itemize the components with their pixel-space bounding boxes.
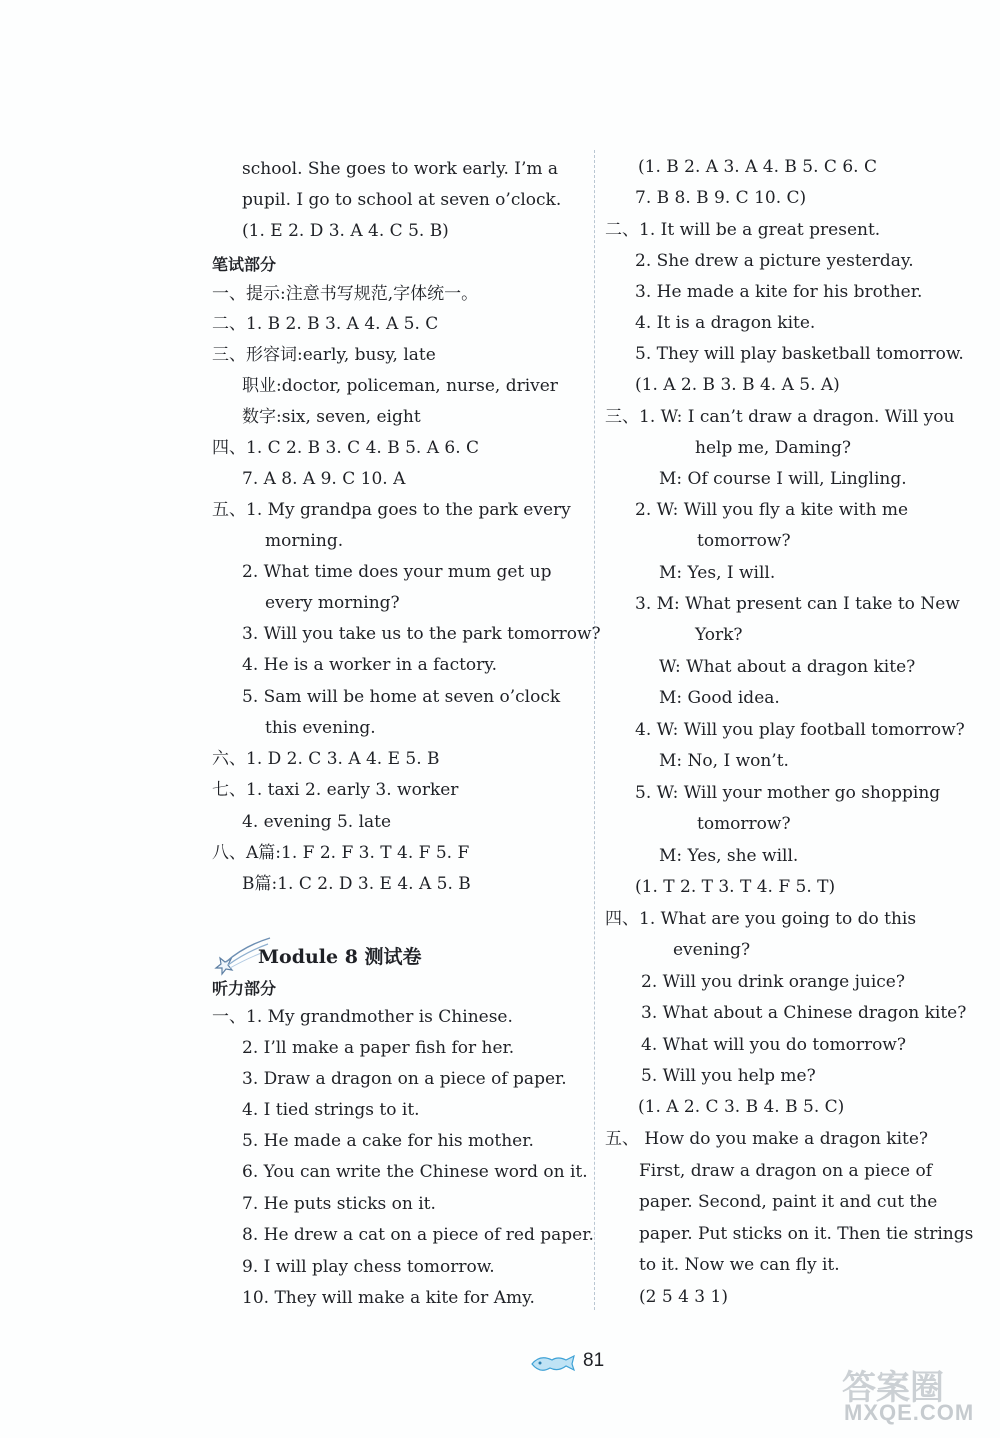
text-line: 3. He made a kite for his brother.	[635, 282, 923, 302]
text-line: 5. They will play basketball tomorrow.	[635, 344, 964, 364]
text-line: pupil. I go to school at seven o’clock.	[242, 190, 562, 210]
dialogue-line: M: Of course I will, Lingling.	[659, 469, 907, 489]
answer-line: 二、1. B 2. B 3. A 4. A 5. C	[212, 314, 439, 334]
answer-line: 7. B 8. B 9. C 10. C)	[635, 188, 807, 208]
dialogue-line: York?	[695, 625, 743, 645]
text-line: to it. Now we can fly it.	[639, 1255, 840, 1275]
text-line: 4. He is a worker in a factory.	[242, 655, 498, 675]
column-divider	[594, 150, 595, 1310]
text-line: 2. I’ll make a paper fish for her.	[242, 1038, 515, 1058]
answer-line: 四、1. C 2. B 3. C 4. B 5. A 6. C	[212, 438, 480, 458]
answer-line: (2 5 4 3 1)	[639, 1287, 728, 1307]
text-line: every morning?	[265, 593, 400, 613]
text-line: 5. Sam will be home at seven o’clock	[242, 687, 561, 707]
text-line: morning.	[265, 531, 344, 551]
dialogue-line: W: What about a dragon kite?	[659, 657, 916, 677]
answer-line: 七、1. taxi 2. early 3. worker	[212, 780, 459, 800]
answer-line: 八、A篇:1. F 2. F 3. T 4. F 5. F	[212, 843, 470, 863]
text-line: 二、1. It will be a great present.	[605, 220, 881, 240]
fish-decoration-icon	[528, 1350, 578, 1374]
dialogue-line: tomorrow?	[697, 814, 791, 834]
dialogue-line: help me, Daming?	[695, 438, 851, 458]
text-line: 职业:doctor, policeman, nurse, driver	[242, 376, 558, 396]
answer-line: B篇:1. C 2. D 3. E 4. A 5. B	[242, 874, 471, 894]
answer-line: 7. A 8. A 9. C 10. A	[242, 469, 406, 489]
text-line: 3. Will you take us to the park tomorrow?	[242, 624, 601, 644]
dialogue-line: M: No, I won’t.	[659, 751, 789, 771]
dialogue-line: 4. W: Will you play football tomorrow?	[635, 720, 965, 740]
text-line: 三、形容词:early, busy, late	[212, 345, 436, 365]
text-line: paper. Second, paint it and cut the	[639, 1192, 938, 1212]
text-line: 7. He puts sticks on it.	[242, 1194, 436, 1214]
text-line: 2. What time does your mum get up	[242, 562, 552, 582]
text-line: 4. It is a dragon kite.	[635, 313, 816, 333]
text-line: 四、1. What are you going to do this	[605, 909, 917, 929]
dialogue-line: 3. M: What present can I take to New	[635, 594, 960, 614]
dialogue-line: 2. W: Will you fly a kite with me	[635, 500, 909, 520]
text-line: 3. Draw a dragon on a piece of paper.	[242, 1069, 567, 1089]
answer-line: 六、1. D 2. C 3. A 4. E 5. B	[212, 749, 440, 769]
watermark-logo	[840, 1360, 1000, 1438]
text-line: 10. They will make a kite for Amy.	[242, 1288, 535, 1308]
answer-line: (1. E 2. D 3. A 4. C 5. B)	[242, 221, 449, 241]
text-line: 9. I will play chess tomorrow.	[242, 1257, 495, 1277]
section-heading: 听力部分	[212, 979, 277, 998]
dialogue-line: M: Good idea.	[659, 688, 780, 708]
text-line: paper. Put sticks on it. Then tie strings	[639, 1224, 974, 1244]
text-line: evening?	[673, 940, 751, 960]
text-line: 五、1. My grandpa goes to the park every	[212, 500, 571, 520]
text-line: 一、1. My grandmother is Chinese.	[212, 1007, 513, 1027]
text-line: 6. You can write the Chinese word on it.	[242, 1162, 588, 1182]
text-line: 五、 How do you make a dragon kite?	[605, 1129, 929, 1149]
text-line: 4. What will you do tomorrow?	[641, 1035, 906, 1055]
watermark-text: 答案圈	[842, 1368, 944, 1408]
dialogue-line: M: Yes, she will.	[659, 846, 799, 866]
text-line: 2. Will you drink orange juice?	[641, 972, 905, 992]
text-line: 4. I tied strings to it.	[242, 1100, 420, 1120]
answer-line: (1. A 2. B 3. B 4. A 5. A)	[635, 375, 840, 395]
dialogue-line: tomorrow?	[697, 531, 791, 551]
page-number: 81	[583, 1350, 605, 1371]
page-footer	[528, 1346, 618, 1378]
module-title: Module 8 测试卷	[258, 946, 422, 968]
text-line: 数字:six, seven, eight	[242, 407, 421, 427]
answer-line: (1. B 2. A 3. A 4. B 5. C 6. C	[638, 157, 877, 177]
dialogue-line: M: Yes, I will.	[659, 563, 776, 583]
text-line: First, draw a dragon on a piece of	[639, 1161, 932, 1181]
text-line: this evening.	[265, 718, 376, 738]
dialogue-line: 三、1. W: I can’t draw a dragon. Will you	[605, 407, 955, 427]
module-heading	[212, 934, 584, 978]
answer-line: 4. evening 5. late	[242, 812, 392, 832]
answer-line: (1. T 2. T 3. T 4. F 5. T)	[635, 877, 836, 897]
text-line: 5. Will you help me?	[641, 1066, 816, 1086]
text-line: 2. She drew a picture yesterday.	[635, 251, 914, 271]
text-line: 8. He drew a cat on a piece of red paper.	[242, 1225, 594, 1245]
watermark-url: MXQE.COM	[844, 1400, 975, 1425]
text-line: 一、提示:注意书写规范,字体统一。	[212, 284, 479, 304]
text-line: 3. What about a Chinese dragon kite?	[641, 1003, 967, 1023]
dialogue-line: 5. W: Will your mother go shopping	[635, 783, 941, 803]
section-heading: 笔试部分	[212, 255, 277, 274]
text-line: school. She goes to work early. I’m a	[242, 159, 559, 179]
text-line: 5. He made a cake for his mother.	[242, 1131, 534, 1151]
answer-line: (1. A 2. C 3. B 4. B 5. C)	[638, 1097, 845, 1117]
